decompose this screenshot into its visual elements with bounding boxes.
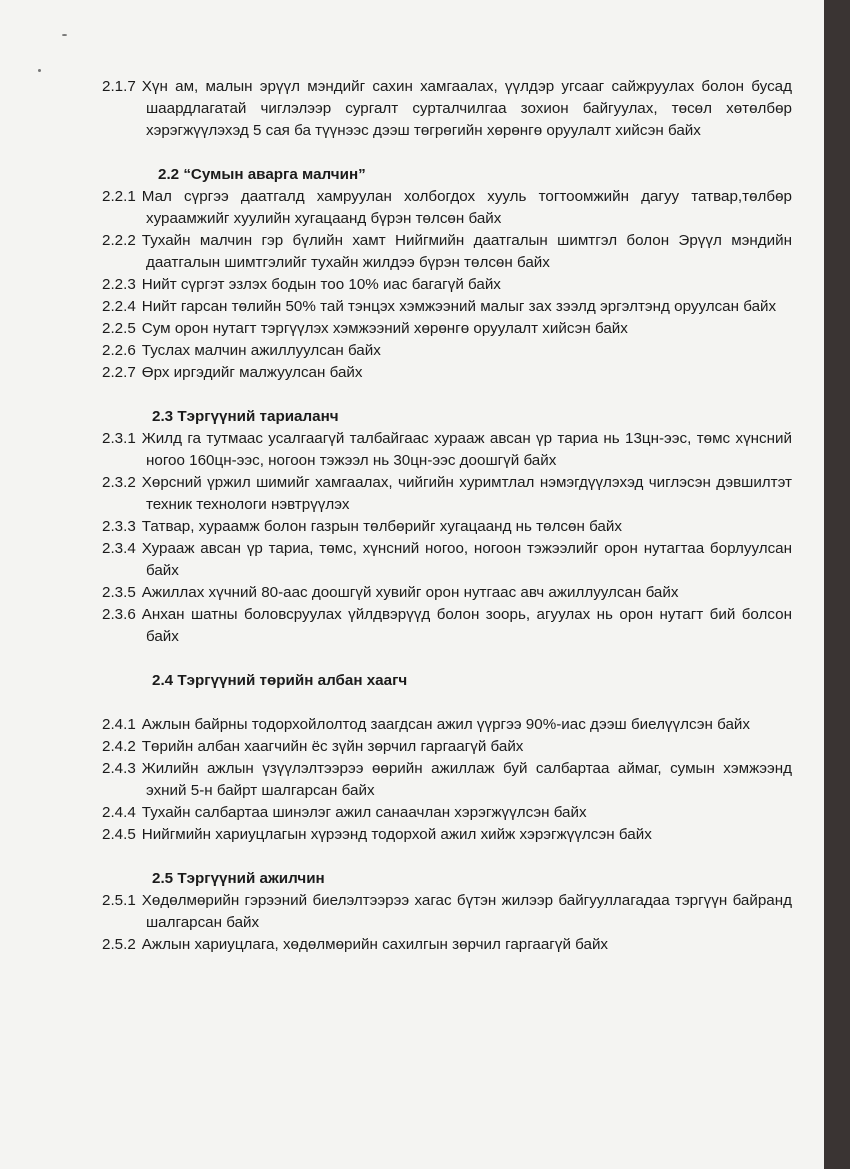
list-item: [102, 824, 792, 846]
list-item: [102, 186, 792, 230]
item-text: Хөдөлмөрийн гэрээний биелэлтээрээ хагас бүтэн жилээр байгууллагадаа тэргүүн байранд шалгарсан байх: [141, 892, 792, 931]
list-item: [102, 538, 792, 582]
item-text: Нийт сүргэт эзлэх бодын тоо 10% иас багагүй байх: [141, 276, 501, 293]
section-heading: 2.2 “Сумын аварга малчин”: [158, 166, 366, 183]
list-item: [102, 296, 792, 318]
section-list: [102, 714, 792, 846]
list-item: [102, 472, 792, 516]
list-item: [102, 714, 792, 736]
list-item: [102, 362, 792, 384]
section-heading: 2.4 Тэргүүний төрийн албан хаагч: [152, 672, 408, 689]
item-number: 2.3.3: [102, 518, 136, 535]
item-number: 2.2.2: [102, 232, 136, 249]
item-text: Нийт гарсан төлийн 50% тай тэнцэх хэмжээний малыг зах зээлд эргэлтэнд оруулсан байх: [141, 298, 777, 315]
list-item: [102, 582, 792, 604]
section-heading: 2.3 Тэргүүний тариаланч: [152, 408, 339, 425]
item-number: 2.3.2: [102, 474, 136, 491]
item-number: 2.2.1: [102, 188, 136, 205]
item-number: 2.5.1: [102, 892, 136, 909]
document-page: [102, 76, 792, 956]
scan-speck: [62, 34, 67, 36]
item-text: Төрийн албан хаагчийн ёс зүйн зөрчил гаргаагүй байх: [141, 738, 524, 755]
item-text: Ажлын байрны тодорхойлолтод заагдсан ажил үүргээ 90%-иас дээш биелүүлсэн байх: [141, 716, 750, 733]
item-number: 2.4.1: [102, 716, 136, 733]
item-text: Хурааж авсан үр тариа, төмс, хүнсний ногоо, ногоон тэжээлийг орон нутагтаа борлуулсан байх: [141, 540, 792, 579]
list-item: [102, 934, 792, 956]
item-number: 2.3.5: [102, 584, 136, 601]
list-item: [102, 802, 792, 824]
list-item: [102, 428, 792, 472]
item-number: 2.4.3: [102, 760, 136, 777]
list-item: [102, 76, 792, 142]
list-item: [102, 758, 792, 802]
section-list: [102, 428, 792, 648]
item-text: Ажлын хариуцлага, хөдөлмөрийн сахилгын зөрчил гаргаагүй байх: [141, 936, 609, 953]
section-list: [102, 186, 792, 384]
item-text: Жилд га тутмаас усалгаагүй талбайгаас хурааж авсан үр тариа нь 13цн-ээс, төмс хүнсний ногоо 160цн-ээс, ногоон тэжээл нь 30цн-ээс доошгүй байх: [141, 430, 792, 469]
item-text: Жилийн ажлын үзүүлэлтээрээ өөрийн ажиллаж буй салбартаа аймаг, сумын хэмжээнд эхний 5-н байрт шалгарсан байх: [141, 760, 792, 799]
item-number: 2.2.5: [102, 320, 136, 337]
item-number: 2.2.6: [102, 342, 136, 359]
scan-edge: [824, 0, 850, 1169]
item-number: 2.3.4: [102, 540, 136, 557]
item-text: Тухайн салбартаа шинэлэг ажил санаачлан хэрэгжүүлсэн байх: [141, 804, 587, 821]
item-text: Хүн ам, малын эрүүл мэндийг сахин хамгаалах, үүлдэр угсааг сайжруулах болон бусад шаардлагатай чиглэлээр сургалт сурталчилгаа зохион байгуулах, төсөл хөтөлбөр хэрэгжүүлэхэд 5 сая ба түүнээс дээш төгрөгийн хөрөнгө оруулалт хийсэн байх: [141, 78, 792, 139]
section-heading: 2.5 Тэргүүний ажилчин: [152, 870, 325, 887]
item-text: Мал сүргээ даатгалд хамруулан холбогдох хууль тогтоомжийн дагуу татвар,төлбөр хураамжийг хуулийн хугацаанд бүрэн төлсөн байх: [141, 188, 792, 227]
list-item: [102, 736, 792, 758]
scan-speck: [38, 69, 41, 72]
list-item: [102, 230, 792, 274]
item-text: Тухайн малчин гэр бүлийн хамт Нийгмийн даатгалын шимтгэл болон Эрүүл мэндийн даатгалын шимтгэлийг тухайн жилдээ бүрэн төлсөн байх: [141, 232, 792, 271]
item-text: Сум орон нутагт тэргүүлэх хэмжээний хөрөнгө оруулалт хийсэн байх: [141, 320, 628, 337]
item-text: Хөрсний үржил шимийг хамгаалах, чийгийн хуримтлал нэмэгдүүлэхэд чиглэсэн дэвшилтэт техник технологи нэвтрүүлэх: [141, 474, 792, 513]
item-number: 2.2.4: [102, 298, 136, 315]
item-number: 2.2.7: [102, 364, 136, 381]
list-item: [102, 516, 792, 538]
item-text: Ажиллах хүчний 80-аас доошгүй хувийг орон нутгаас авч ажиллуулсан байх: [141, 584, 679, 601]
item-text: Өрх иргэдийг малжуулсан байх: [141, 364, 363, 381]
item-number: 2.4.5: [102, 826, 136, 843]
list-item: [102, 274, 792, 296]
list-item: [102, 318, 792, 340]
item-text: Татвар, хураамж болон газрын төлбөрийг хугацаанд нь төлсөн байх: [141, 518, 622, 535]
list-item: [102, 890, 792, 934]
item-number: 2.2.3: [102, 276, 136, 293]
item-number: 2.4.4: [102, 804, 136, 821]
list-item: [102, 340, 792, 362]
item-number: 2.1.7: [102, 78, 136, 95]
list-item: [102, 604, 792, 648]
item-number: 2.3.6: [102, 606, 136, 623]
item-text: Нийгмийн хариуцлагын хүрээнд тодорхой ажил хийж хэрэгжүүлсэн байх: [141, 826, 652, 843]
item-text: Туслах малчин ажиллуулсан байх: [141, 342, 381, 359]
item-text: Анхан шатны боловсруулах үйлдвэрүүд болон зоорь, агуулах нь орон нутагт бий болсон байх: [141, 606, 792, 645]
item-number: 2.5.2: [102, 936, 136, 953]
item-number: 2.4.2: [102, 738, 136, 755]
section-list: [102, 890, 792, 956]
item-number: 2.3.1: [102, 430, 136, 447]
